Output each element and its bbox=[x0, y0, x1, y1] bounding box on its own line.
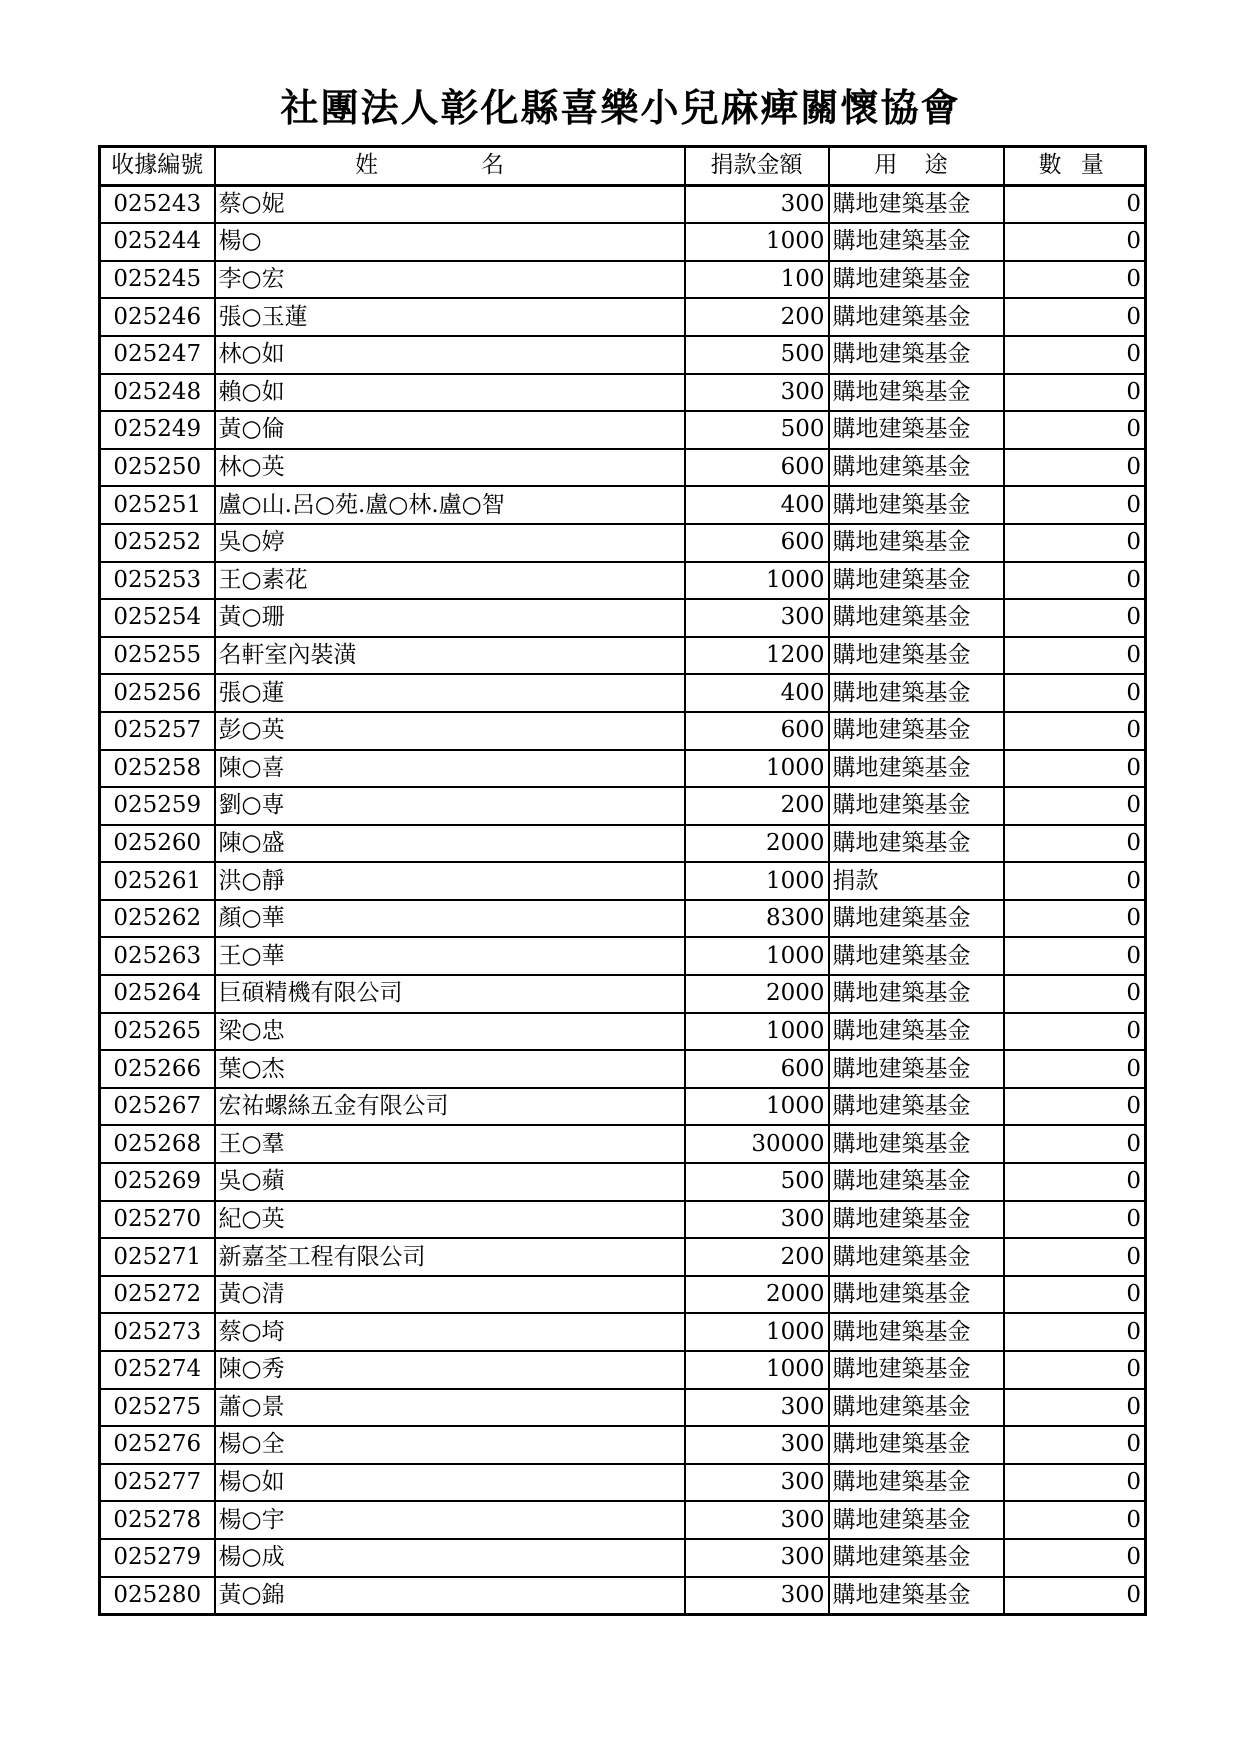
receipt-no-cell: 025280 bbox=[100, 1577, 215, 1615]
donor-name-cell: 黃○珊 bbox=[215, 599, 685, 637]
amount-cell: 300 bbox=[685, 1539, 829, 1577]
amount-cell: 200 bbox=[685, 787, 829, 825]
donor-name-cell: 洪○靜 bbox=[215, 862, 685, 900]
donor-name-cell: 蔡○埼 bbox=[215, 1313, 685, 1351]
receipt-no-cell: 025252 bbox=[100, 524, 215, 562]
quantity-cell: 0 bbox=[1004, 750, 1146, 788]
table-row bbox=[100, 185, 1146, 223]
quantity-cell: 0 bbox=[1004, 1577, 1146, 1615]
table-row bbox=[100, 1276, 1146, 1314]
amount-cell: 400 bbox=[685, 674, 829, 712]
donor-name-cell: 新嘉荃工程有限公司 bbox=[215, 1238, 685, 1276]
amount-cell: 1000 bbox=[685, 750, 829, 788]
donor-name-cell: 紀○英 bbox=[215, 1201, 685, 1239]
quantity-cell: 0 bbox=[1004, 1426, 1146, 1464]
amount-cell: 1000 bbox=[685, 937, 829, 975]
receipt-no-cell: 025268 bbox=[100, 1125, 215, 1163]
table-row bbox=[100, 1577, 1146, 1615]
amount-cell: 100 bbox=[685, 261, 829, 299]
table-row bbox=[100, 712, 1146, 750]
amount-cell: 600 bbox=[685, 712, 829, 750]
purpose-cell: 購地建築基金 bbox=[829, 599, 1004, 637]
table-row bbox=[100, 862, 1146, 900]
amount-cell: 30000 bbox=[685, 1125, 829, 1163]
table-row bbox=[100, 1163, 1146, 1201]
table-row bbox=[100, 1313, 1146, 1351]
donor-name-cell: 巨碩精機有限公司 bbox=[215, 975, 685, 1013]
receipt-no-cell: 025243 bbox=[100, 185, 215, 223]
receipt-no-cell: 025261 bbox=[100, 862, 215, 900]
receipt-no-cell: 025253 bbox=[100, 562, 215, 600]
table-row bbox=[100, 336, 1146, 374]
table-row bbox=[100, 900, 1146, 938]
quantity-cell: 0 bbox=[1004, 975, 1146, 1013]
table-row bbox=[100, 937, 1146, 975]
table-row bbox=[100, 298, 1146, 336]
receipt-no-cell: 025254 bbox=[100, 599, 215, 637]
donor-name-cell: 顏○華 bbox=[215, 900, 685, 938]
quantity-cell: 0 bbox=[1004, 1088, 1146, 1126]
quantity-cell: 0 bbox=[1004, 1013, 1146, 1051]
table-header bbox=[100, 147, 1146, 186]
quantity-cell: 0 bbox=[1004, 298, 1146, 336]
purpose-cell: 購地建築基金 bbox=[829, 449, 1004, 487]
amount-cell: 300 bbox=[685, 1201, 829, 1239]
amount-cell: 8300 bbox=[685, 900, 829, 938]
quantity-cell: 0 bbox=[1004, 1163, 1146, 1201]
document-title: 社團法人彰化縣喜樂小兒麻痺關懷協會 bbox=[280, 86, 961, 130]
quantity-cell: 0 bbox=[1004, 599, 1146, 637]
quantity-cell: 0 bbox=[1004, 1276, 1146, 1314]
quantity-cell: 0 bbox=[1004, 411, 1146, 449]
header-amount: 捐款金額 bbox=[685, 147, 829, 186]
purpose-cell: 購地建築基金 bbox=[829, 900, 1004, 938]
amount-cell: 300 bbox=[685, 599, 829, 637]
amount-cell: 300 bbox=[685, 185, 829, 223]
receipt-no-cell: 025255 bbox=[100, 637, 215, 675]
donor-name-cell: 吳○蘋 bbox=[215, 1163, 685, 1201]
table-row bbox=[100, 599, 1146, 637]
purpose-cell: 購地建築基金 bbox=[829, 1351, 1004, 1389]
amount-cell: 1000 bbox=[685, 1313, 829, 1351]
table-row bbox=[100, 750, 1146, 788]
donor-name-cell: 吳○婷 bbox=[215, 524, 685, 562]
donation-table bbox=[98, 145, 1147, 1616]
quantity-cell: 0 bbox=[1004, 1125, 1146, 1163]
purpose-cell: 購地建築基金 bbox=[829, 1201, 1004, 1239]
donor-name-cell: 盧○山.呂○苑.盧○林.盧○智 bbox=[215, 486, 685, 524]
quantity-cell: 0 bbox=[1004, 862, 1146, 900]
purpose-cell: 購地建築基金 bbox=[829, 1464, 1004, 1502]
receipt-no-cell: 025260 bbox=[100, 825, 215, 863]
table-row bbox=[100, 1464, 1146, 1502]
purpose-cell: 購地建築基金 bbox=[829, 374, 1004, 412]
receipt-no-cell: 025244 bbox=[100, 223, 215, 261]
purpose-cell: 購地建築基金 bbox=[829, 524, 1004, 562]
quantity-cell: 0 bbox=[1004, 1351, 1146, 1389]
purpose-cell: 購地建築基金 bbox=[829, 411, 1004, 449]
quantity-cell: 0 bbox=[1004, 524, 1146, 562]
header-purpose: 用 途 bbox=[829, 147, 1004, 186]
donor-name-cell: 黃○錦 bbox=[215, 1577, 685, 1615]
amount-cell: 300 bbox=[685, 1389, 829, 1427]
receipt-no-cell: 025248 bbox=[100, 374, 215, 412]
amount-cell: 300 bbox=[685, 1464, 829, 1502]
table-row bbox=[100, 1351, 1146, 1389]
amount-cell: 2000 bbox=[685, 825, 829, 863]
amount-cell: 1000 bbox=[685, 1351, 829, 1389]
amount-cell: 300 bbox=[685, 374, 829, 412]
donor-name-cell: 賴○如 bbox=[215, 374, 685, 412]
quantity-cell: 0 bbox=[1004, 185, 1146, 223]
purpose-cell: 購地建築基金 bbox=[829, 185, 1004, 223]
purpose-cell: 購地建築基金 bbox=[829, 1163, 1004, 1201]
donor-name-cell: 王○羣 bbox=[215, 1125, 685, 1163]
receipt-no-cell: 025251 bbox=[100, 486, 215, 524]
donor-name-cell: 彭○英 bbox=[215, 712, 685, 750]
amount-cell: 1000 bbox=[685, 1088, 829, 1126]
donor-name-cell: 王○素花 bbox=[215, 562, 685, 600]
table-row bbox=[100, 486, 1146, 524]
amount-cell: 200 bbox=[685, 1238, 829, 1276]
purpose-cell: 購地建築基金 bbox=[829, 1426, 1004, 1464]
purpose-cell: 購地建築基金 bbox=[829, 336, 1004, 374]
quantity-cell: 0 bbox=[1004, 1201, 1146, 1239]
purpose-cell: 捐款 bbox=[829, 862, 1004, 900]
purpose-cell: 購地建築基金 bbox=[829, 937, 1004, 975]
receipt-no-cell: 025271 bbox=[100, 1238, 215, 1276]
amount-cell: 1000 bbox=[685, 862, 829, 900]
amount-cell: 600 bbox=[685, 524, 829, 562]
donor-name-cell: 楊○全 bbox=[215, 1426, 685, 1464]
donor-name-cell: 楊○如 bbox=[215, 1464, 685, 1502]
receipt-no-cell: 025266 bbox=[100, 1050, 215, 1088]
purpose-cell: 購地建築基金 bbox=[829, 1389, 1004, 1427]
receipt-no-cell: 025267 bbox=[100, 1088, 215, 1126]
donor-name-cell: 楊○成 bbox=[215, 1539, 685, 1577]
table-row bbox=[100, 524, 1146, 562]
amount-cell: 1000 bbox=[685, 223, 829, 261]
amount-cell: 1200 bbox=[685, 637, 829, 675]
receipt-no-cell: 025273 bbox=[100, 1313, 215, 1351]
amount-cell: 600 bbox=[685, 1050, 829, 1088]
purpose-cell: 購地建築基金 bbox=[829, 261, 1004, 299]
table-row bbox=[100, 787, 1146, 825]
header-quantity: 數 量 bbox=[1004, 147, 1146, 186]
donor-name-cell: 張○蓮 bbox=[215, 674, 685, 712]
quantity-cell: 0 bbox=[1004, 1238, 1146, 1276]
purpose-cell: 購地建築基金 bbox=[829, 223, 1004, 261]
table-row bbox=[100, 1426, 1146, 1464]
receipt-no-cell: 025269 bbox=[100, 1163, 215, 1201]
donor-name-cell: 宏祐螺絲五金有限公司 bbox=[215, 1088, 685, 1126]
donor-name-cell: 楊○ bbox=[215, 223, 685, 261]
amount-cell: 300 bbox=[685, 1577, 829, 1615]
receipt-no-cell: 025270 bbox=[100, 1201, 215, 1239]
donor-name-cell: 王○華 bbox=[215, 937, 685, 975]
donor-name-cell: 林○英 bbox=[215, 449, 685, 487]
receipt-no-cell: 025274 bbox=[100, 1351, 215, 1389]
receipt-no-cell: 025247 bbox=[100, 336, 215, 374]
amount-cell: 500 bbox=[685, 336, 829, 374]
receipt-no-cell: 025256 bbox=[100, 674, 215, 712]
amount-cell: 200 bbox=[685, 298, 829, 336]
quantity-cell: 0 bbox=[1004, 1050, 1146, 1088]
purpose-cell: 購地建築基金 bbox=[829, 1238, 1004, 1276]
purpose-cell: 購地建築基金 bbox=[829, 637, 1004, 675]
quantity-cell: 0 bbox=[1004, 1539, 1146, 1577]
purpose-cell: 購地建築基金 bbox=[829, 486, 1004, 524]
donor-name-cell: 陳○盛 bbox=[215, 825, 685, 863]
table-row bbox=[100, 1125, 1146, 1163]
donor-name-cell: 蔡○妮 bbox=[215, 185, 685, 223]
amount-cell: 1000 bbox=[685, 1013, 829, 1051]
purpose-cell: 購地建築基金 bbox=[829, 1313, 1004, 1351]
header-name: 姓 名 bbox=[215, 147, 685, 186]
quantity-cell: 0 bbox=[1004, 1389, 1146, 1427]
donor-name-cell: 黃○倫 bbox=[215, 411, 685, 449]
table-row bbox=[100, 1201, 1146, 1239]
receipt-no-cell: 025257 bbox=[100, 712, 215, 750]
donor-name-cell: 梁○忠 bbox=[215, 1013, 685, 1051]
amount-cell: 1000 bbox=[685, 562, 829, 600]
purpose-cell: 購地建築基金 bbox=[829, 1539, 1004, 1577]
table-row bbox=[100, 674, 1146, 712]
amount-cell: 300 bbox=[685, 1426, 829, 1464]
receipt-no-cell: 025276 bbox=[100, 1426, 215, 1464]
quantity-cell: 0 bbox=[1004, 223, 1146, 261]
donor-name-cell: 黃○清 bbox=[215, 1276, 685, 1314]
amount-cell: 300 bbox=[685, 1501, 829, 1539]
receipt-no-cell: 025249 bbox=[100, 411, 215, 449]
amount-cell: 600 bbox=[685, 449, 829, 487]
purpose-cell: 購地建築基金 bbox=[829, 1276, 1004, 1314]
purpose-cell: 購地建築基金 bbox=[829, 562, 1004, 600]
quantity-cell: 0 bbox=[1004, 449, 1146, 487]
table-row bbox=[100, 1050, 1146, 1088]
donor-name-cell: 楊○宇 bbox=[215, 1501, 685, 1539]
receipt-no-cell: 025262 bbox=[100, 900, 215, 938]
receipt-no-cell: 025263 bbox=[100, 937, 215, 975]
table-row bbox=[100, 1088, 1146, 1126]
table-row bbox=[100, 1539, 1146, 1577]
donor-name-cell: 名軒室內裝潢 bbox=[215, 637, 685, 675]
donor-name-cell: 張○玉蓮 bbox=[215, 298, 685, 336]
header-row bbox=[100, 147, 1146, 186]
purpose-cell: 購地建築基金 bbox=[829, 298, 1004, 336]
table-row bbox=[100, 1238, 1146, 1276]
purpose-cell: 購地建築基金 bbox=[829, 787, 1004, 825]
quantity-cell: 0 bbox=[1004, 261, 1146, 299]
quantity-cell: 0 bbox=[1004, 674, 1146, 712]
purpose-cell: 購地建築基金 bbox=[829, 1013, 1004, 1051]
purpose-cell: 購地建築基金 bbox=[829, 674, 1004, 712]
receipt-no-cell: 025272 bbox=[100, 1276, 215, 1314]
purpose-cell: 購地建築基金 bbox=[829, 1125, 1004, 1163]
receipt-no-cell: 025264 bbox=[100, 975, 215, 1013]
quantity-cell: 0 bbox=[1004, 486, 1146, 524]
amount-cell: 500 bbox=[685, 1163, 829, 1201]
table-row bbox=[100, 411, 1146, 449]
purpose-cell: 購地建築基金 bbox=[829, 825, 1004, 863]
quantity-cell: 0 bbox=[1004, 1501, 1146, 1539]
receipt-no-cell: 025275 bbox=[100, 1389, 215, 1427]
donor-name-cell: 劉○専 bbox=[215, 787, 685, 825]
receipt-no-cell: 025258 bbox=[100, 750, 215, 788]
amount-cell: 400 bbox=[685, 486, 829, 524]
table-row bbox=[100, 1501, 1146, 1539]
receipt-no-cell: 025246 bbox=[100, 298, 215, 336]
purpose-cell: 購地建築基金 bbox=[829, 750, 1004, 788]
receipt-no-cell: 025277 bbox=[100, 1464, 215, 1502]
donor-name-cell: 陳○秀 bbox=[215, 1351, 685, 1389]
quantity-cell: 0 bbox=[1004, 562, 1146, 600]
donor-name-cell: 蕭○景 bbox=[215, 1389, 685, 1427]
quantity-cell: 0 bbox=[1004, 1313, 1146, 1351]
table-body bbox=[100, 185, 1146, 1615]
receipt-no-cell: 025265 bbox=[100, 1013, 215, 1051]
table-row bbox=[100, 637, 1146, 675]
table-row bbox=[100, 825, 1146, 863]
quantity-cell: 0 bbox=[1004, 937, 1146, 975]
purpose-cell: 購地建築基金 bbox=[829, 1501, 1004, 1539]
quantity-cell: 0 bbox=[1004, 900, 1146, 938]
amount-cell: 2000 bbox=[685, 1276, 829, 1314]
table-row bbox=[100, 1389, 1146, 1427]
table-row bbox=[100, 562, 1146, 600]
donor-name-cell: 葉○杰 bbox=[215, 1050, 685, 1088]
quantity-cell: 0 bbox=[1004, 374, 1146, 412]
quantity-cell: 0 bbox=[1004, 637, 1146, 675]
quantity-cell: 0 bbox=[1004, 787, 1146, 825]
amount-cell: 500 bbox=[685, 411, 829, 449]
purpose-cell: 購地建築基金 bbox=[829, 712, 1004, 750]
receipt-no-cell: 025250 bbox=[100, 449, 215, 487]
table-row bbox=[100, 1013, 1146, 1051]
table-row bbox=[100, 975, 1146, 1013]
purpose-cell: 購地建築基金 bbox=[829, 975, 1004, 1013]
quantity-cell: 0 bbox=[1004, 1464, 1146, 1502]
quantity-cell: 0 bbox=[1004, 825, 1146, 863]
quantity-cell: 0 bbox=[1004, 712, 1146, 750]
amount-cell: 2000 bbox=[685, 975, 829, 1013]
receipt-no-cell: 025259 bbox=[100, 787, 215, 825]
receipt-no-cell: 025279 bbox=[100, 1539, 215, 1577]
purpose-cell: 購地建築基金 bbox=[829, 1050, 1004, 1088]
donor-name-cell: 李○宏 bbox=[215, 261, 685, 299]
donor-name-cell: 陳○喜 bbox=[215, 750, 685, 788]
donor-name-cell: 林○如 bbox=[215, 336, 685, 374]
purpose-cell: 購地建築基金 bbox=[829, 1088, 1004, 1126]
table-row bbox=[100, 261, 1146, 299]
header-receipt-no: 收據編號 bbox=[100, 147, 215, 186]
receipt-no-cell: 025245 bbox=[100, 261, 215, 299]
receipt-no-cell: 025278 bbox=[100, 1501, 215, 1539]
table-row bbox=[100, 374, 1146, 412]
table-row bbox=[100, 223, 1146, 261]
purpose-cell: 購地建築基金 bbox=[829, 1577, 1004, 1615]
quantity-cell: 0 bbox=[1004, 336, 1146, 374]
table-row bbox=[100, 449, 1146, 487]
